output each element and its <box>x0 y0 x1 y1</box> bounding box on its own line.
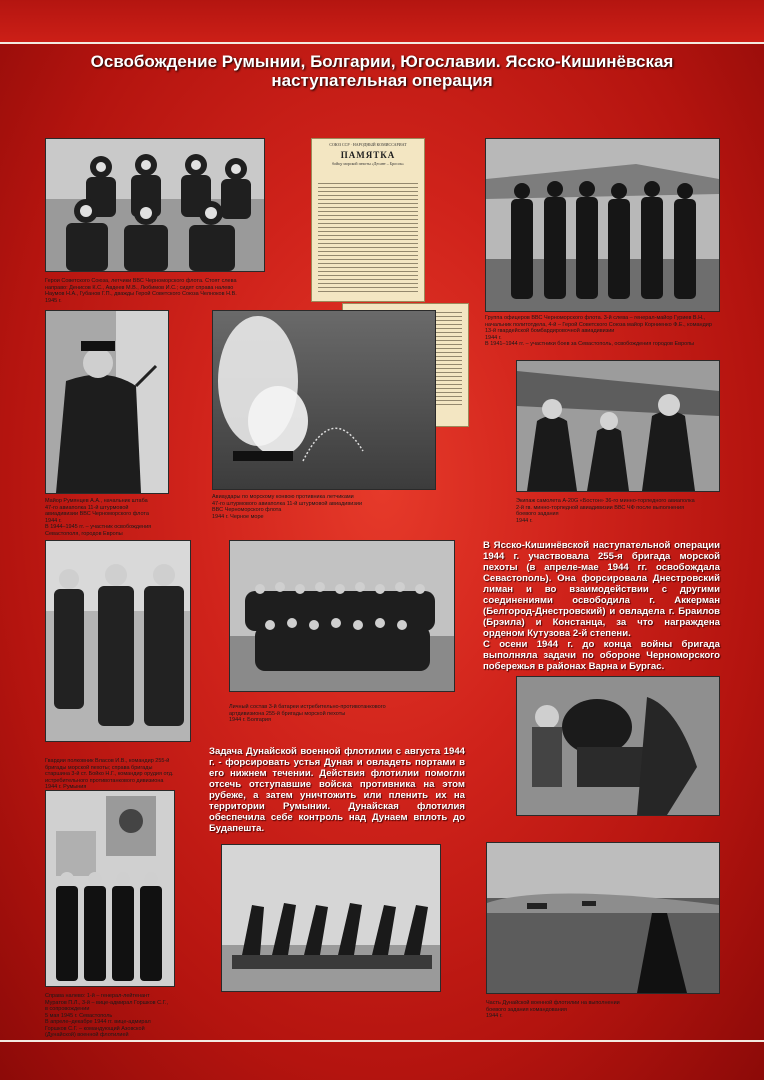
photo-river-flotilla-image <box>487 843 719 993</box>
caption-battery-line: артдивизиона 255-й бригады морской пехоты <box>229 710 346 717</box>
photo-air-attack-image <box>213 311 435 489</box>
caption-portrait-line: в сопровождении <box>45 1006 90 1012</box>
photo-gun-crew <box>516 676 720 816</box>
photo-generals <box>45 540 191 742</box>
caption-portrait-group <box>45 993 180 1039</box>
photo-river-flotilla <box>486 842 720 994</box>
caption-attack <box>212 494 437 520</box>
text-danube-flotilla: Задача Дунайской военной флотилии с августа 1944 г. - форсировать устья Дуная и овладеть портами в его нижнем течении. Действия флотилии помогли отсечь отступавшие войска противника на этом рубеже, а затем уничтожить или пленить их на территории Румынии. Дунайская флотилия обеспечила себе контроль над Дунаем вплоть до Будапешта. <box>209 746 465 834</box>
caption-officers-line: Группа офицеров ВВС Черноморского флота. 3-й слева – генерал-майор Гуриев В.Н., <box>485 315 706 321</box>
caption-attack-line: 47-го штурмового авиаполка 11-й штурмовой авиадивизии <box>212 500 363 507</box>
photo-portrait-group-image <box>46 791 174 986</box>
memo-text-lines <box>318 183 418 295</box>
photo-portrait-group <box>45 790 175 987</box>
caption-flotilla <box>486 1000 716 1020</box>
caption-portrait-line: Муратов П.Л., 3-й – вице-адмирал Горшков С.Г., <box>45 999 168 1006</box>
caption-officers-line: 1944 г. <box>485 334 502 341</box>
caption-crew <box>516 498 731 524</box>
caption-officers-line: 13-й гвардейской бомбардировочной авиадивизии <box>485 328 615 334</box>
caption-battery-line: Личный состав 3-й батареи истребительно-противотанкового <box>229 704 386 710</box>
top-band <box>0 0 764 42</box>
caption-portrait-line: (Дунайской) военной флотилией <box>45 1032 129 1038</box>
title-line-1: Освобождение Румынии, Болгарии, Югославии. Ясско-Кишинёвская <box>90 52 674 71</box>
caption-attack-line: Авиаудары по морскому конвою противника летчиками <box>212 494 354 500</box>
caption-portrait-line: Горшков С.Г. – командующий Азовской <box>45 1025 145 1032</box>
caption-battery <box>229 704 444 724</box>
photo-bomber-crew <box>516 360 720 492</box>
caption-major-line: В 1944–1945 гг. – участник освобождения <box>45 524 152 530</box>
caption-crew-line: 1944 г. <box>516 517 533 524</box>
caption-crew-line: Экипаж самолета А-20G «Бостон» 36-го минно-торпедного авиаполка <box>516 498 695 504</box>
caption-generals-line: Гвардии полковник Власов И.В., командир 255-й <box>45 758 170 764</box>
caption-attack-line: ВВС Черноморского флота <box>212 507 282 513</box>
caption-officers-line: начальник политотдела, 4-й – Герой Советского Союза майор Корниенко Ф.Е., командир <box>485 321 712 328</box>
photo-gun-crew-image <box>517 677 719 815</box>
photo-generals-image <box>46 541 190 741</box>
caption-crew-line: боевого задания <box>516 511 559 517</box>
memo-title: ПАМЯТКА <box>340 150 396 160</box>
caption-major-line: Севастополя, городов Европы <box>45 530 123 537</box>
photo-battery-group-image <box>230 541 454 691</box>
photo-major-rumyantsev-image <box>46 311 168 493</box>
caption-portrait-line: 5 мая 1945 г. Севастополь <box>45 1012 113 1019</box>
caption-battery-line: 1944 г. Болгария <box>229 717 271 723</box>
photo-bomber-crew-image <box>517 361 719 491</box>
poster-title <box>20 52 744 90</box>
caption-heroes-line: Герои Советского Союза, летчики ВВС Черноморского флота. Стоят слева <box>45 278 237 284</box>
caption-flotilla-line: Часть Дунайской военной флотилии на выполнении <box>486 1000 620 1006</box>
caption-major-line: Майор Румянцев А.А., начальник штаба <box>45 498 148 504</box>
caption-heroes-line: 1945 г. <box>45 297 62 304</box>
caption-generals-line: истребительного противотанкового дивизиона <box>45 777 164 784</box>
memo-subtitle: бойцу морской пехоты «Десант – Бросок» <box>332 161 404 166</box>
caption-major-line: 47-го авиаполка 11-й штурмовой <box>45 504 129 511</box>
title-line-2: наступательная операция <box>271 71 493 90</box>
photo-officers-aircraft-image <box>486 139 719 311</box>
caption-generals-line: 1944 г. Румыния <box>45 784 87 790</box>
caption-portrait-line: Справа налево: 1-й – генерал-лейтенант <box>45 993 150 999</box>
caption-heroes <box>45 278 270 304</box>
photo-major-rumyantsev <box>45 310 169 494</box>
caption-officers-line: В 1941–1944 гг. – участники боев за Севастополь, освобождения городов Европы <box>485 341 695 347</box>
caption-generals <box>45 758 185 791</box>
text-yassy-paragraph-2: С осени 1944 г. до конца войны бригада выполняла задачи по обороне Черноморского побережья в районах Варна и Бургас. <box>483 639 720 672</box>
caption-flotilla-line: боевого задания командования <box>486 1006 567 1013</box>
caption-generals-line: старшина 3-й ст. Бойко Н.Г., командир орудия отд. <box>45 771 174 777</box>
memo-document-front <box>311 138 425 302</box>
photo-officers-aircraft <box>485 138 720 312</box>
caption-officers <box>485 315 725 348</box>
photo-pier-soldiers-image <box>222 845 440 991</box>
top-divider <box>0 42 764 44</box>
caption-flotilla-line: 1944 г. <box>486 1013 503 1019</box>
caption-major-line: 1944 г. <box>45 517 62 524</box>
photo-heroes-group <box>45 138 265 272</box>
caption-generals-line: бригады морской пехоты; справа бригады <box>45 764 153 771</box>
caption-attack-line: 1944 г. Черное море <box>212 513 264 520</box>
bottom-divider <box>0 1040 764 1042</box>
photo-air-attack <box>212 310 436 490</box>
caption-major <box>45 498 175 537</box>
caption-major-line: авиадивизии ВВС Черноморского флота <box>45 511 149 517</box>
caption-heroes-line: направо: Денисов К.С., Авдеев М.В., Любимов И.С.; сидят справа налево <box>45 284 234 291</box>
text-yassy-paragraph: В Ясско-Кишинёвской наступательной операции 1944 г. участвовала 255-я бригада морской пехоты (в апреле-мае 1944 гг. освобождала Севастополь). Она форсировала Днестровский лиман и во взаимодействии с другими соединениями освободила г. Аккерман (Белгород-Днестровский) и овладела г. Браилов (Брэила) и Констанца, за что награждена орденом Кутузова 2-й степени. <box>483 540 720 639</box>
caption-heroes-line: Наумов Н.А., Губанов Г.П., дважды Герой Советского Союза Челноков Н.В. <box>45 291 237 297</box>
caption-crew-line: 2-й гв. минно-торпедной авиадивизии ВВС ЧФ после выполнения <box>516 504 685 511</box>
photo-heroes-group-image <box>46 139 264 271</box>
text-yassy-operation <box>483 540 720 672</box>
caption-portrait-line: В апреле–декабре 1944 гг. вице-адмирал <box>45 1019 151 1025</box>
photo-pier-soldiers <box>221 844 441 992</box>
memo-header: СОЮЗ ССР · НАРОДНЫЙ КОМИССАРИАТ <box>329 142 407 147</box>
photo-battery-group <box>229 540 455 692</box>
